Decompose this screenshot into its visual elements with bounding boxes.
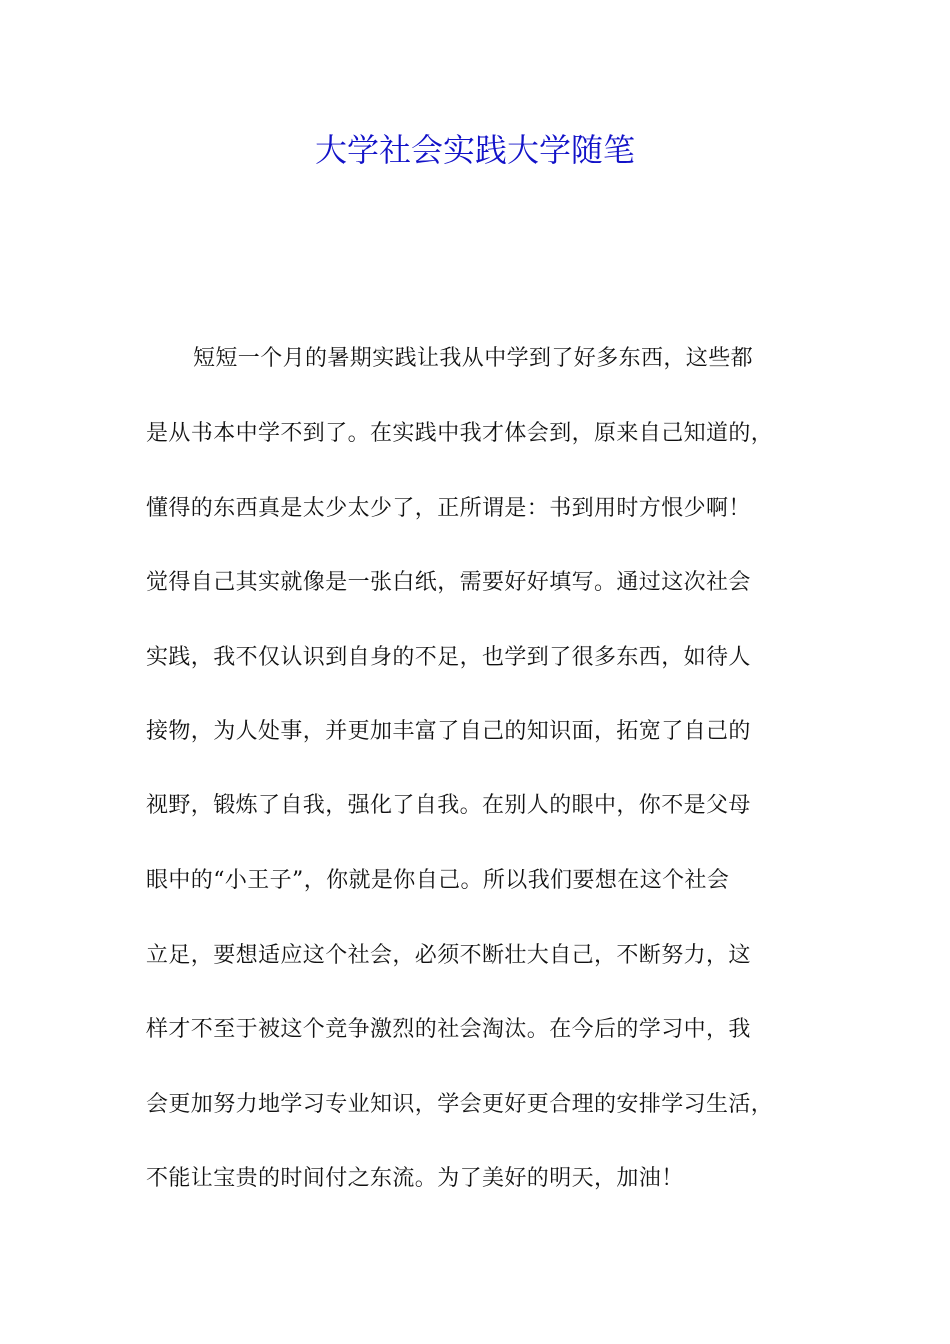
body-line: 眼中的“小王子”，你就是你自己。所以我们要想在这个社会 — [146, 868, 730, 893]
document-title: 大学社会实践大学随笔 — [314, 131, 635, 169]
body-line: 立足，要想适应这个社会，必须不断壮大自己，不断努力，这 — [146, 943, 751, 968]
body-line: 是从书本中学不到了。在实践中我才体会到，原来自己知道的， — [146, 421, 774, 446]
body-line: 会更加努力地学习专业知识，学会更好更合理的安排学习生活， — [146, 1092, 774, 1117]
body-line: 觉得自己其实就像是一张白纸，需要好好填写。通过这次社会 — [146, 570, 751, 595]
body-line: 样才不至于被这个竞争激烈的社会淘汰。在今后的学习中，我 — [146, 1017, 751, 1042]
body-line: 懂得的东西真是太少太少了，正所谓是：书到用时方恨少啊！ — [146, 496, 751, 521]
body-line: 接物，为人处事，并更加丰富了自己的知识面，拓宽了自己的 — [146, 719, 751, 744]
body-line: 实践，我不仅认识到自身的不足，也学到了很多东西，如待人 — [146, 645, 751, 670]
body-line: 视野，锻炼了自我，强化了自我。在别人的眼中，你不是父母 — [146, 793, 751, 818]
body-line: 短短一个月的暑期实践让我从中学到了好多东西，这些都 — [193, 346, 754, 371]
body-line: 不能让宝贵的时间付之东流。为了美好的明天，加油！ — [146, 1166, 684, 1191]
